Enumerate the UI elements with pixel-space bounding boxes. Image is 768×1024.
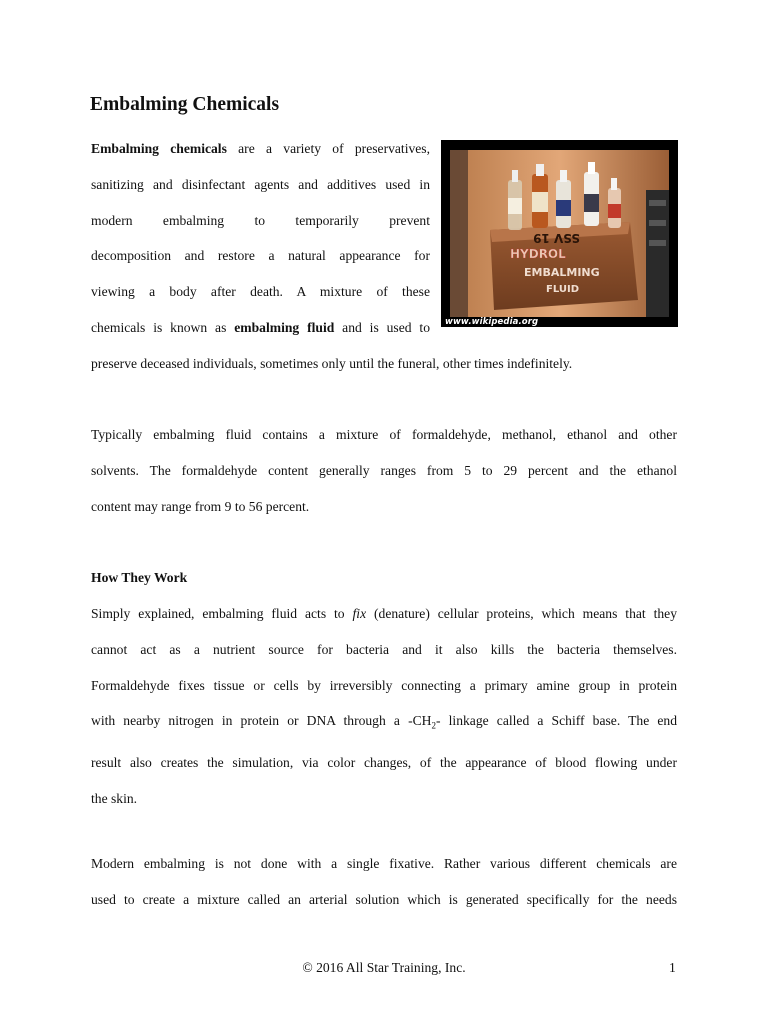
- how-line-1: [91, 596, 677, 632]
- how-line-2: cannot act as a nutrient source for bacteria and it also kills the bacteria themselves.: [91, 641, 677, 657]
- intro-line-1: [91, 131, 430, 167]
- bottles-on-crate-illustration: [450, 150, 669, 317]
- intro-paragraph: [91, 131, 430, 346]
- page-title: Embalming Chemicals: [90, 94, 280, 115]
- how-line-4: [91, 703, 677, 745]
- intro-line-6: [91, 310, 430, 346]
- how-they-work-paragraph: [91, 596, 677, 817]
- intro-line-3: modern embalming to temporarily prevent: [91, 212, 430, 228]
- page-number: 1: [669, 960, 676, 975]
- term-fix: fix: [352, 606, 367, 621]
- term-embalming-fluid: embalming fluid: [234, 319, 335, 335]
- intro-line-2: sanitizing and disinfectant agents and additives used in: [91, 176, 430, 192]
- how-line-3: Formaldehyde fixes tissue or cells by irreversibly connecting a primary amine group in protein: [91, 677, 677, 693]
- image-watermark: www.wikipedia.org: [445, 317, 539, 327]
- modern-line-2: used to create a mixture called an arterial solution which is generated specifically for the needs: [91, 891, 677, 907]
- intro-line-5: viewing a body after death. A mixture of these: [91, 284, 430, 300]
- intro-line-4: decomposition and restore a natural appearance for: [91, 248, 430, 264]
- composition-line-1: Typically embalming fluid contains a mixture of formaldehyde, methanol, ethanol and other: [91, 427, 677, 442]
- intro-line-6-post: and is used to: [334, 319, 430, 335]
- composition-line-2: solvents. The formaldehyde content generally ranges from 5 to 29 percent and the ethanol: [91, 462, 677, 478]
- intro-paragraph-tail: preserve deceased individuals, sometimes only until the funeral, other times indefinitely.: [91, 356, 573, 371]
- how-line-1-pre: Simply explained, embalming fluid acts to: [91, 606, 353, 621]
- composition-line-3: content may range from 9 to 56 percent.: [91, 498, 310, 514]
- how-line-1-post: (denature) cellular proteins, which means that they: [366, 606, 677, 621]
- copyright-notice: © 2016 All Star Training, Inc.: [302, 960, 466, 975]
- how-line-4-pre: with nearby nitrogen in protein or DNA through a -CH: [91, 713, 432, 729]
- modern-line-1: Modern embalming is not done with a single fixative. Rather various different chemicals are: [91, 856, 677, 871]
- subscript-2: 2: [431, 721, 436, 732]
- embalming-fluid-photo: [441, 140, 678, 327]
- intro-line-6-pre: chemicals is known as: [91, 319, 235, 335]
- how-line-4-post: - linkage called a Schiff base. The end: [436, 713, 678, 729]
- crate-word-embalming: EMBALMING: [524, 266, 600, 279]
- how-line-6: the skin.: [91, 790, 138, 806]
- crate-brand: HYDROL: [510, 247, 566, 261]
- crate-stamp: SSV 19: [533, 231, 580, 245]
- how-line-5: result also creates the simulation, via color changes, of the appearance of blood flowing under: [91, 754, 677, 770]
- term-embalming-chemicals: Embalming chemicals: [91, 141, 227, 156]
- intro-line-1-text: are a variety of preservatives,: [226, 141, 430, 156]
- composition-paragraph: [91, 417, 677, 524]
- section-heading: How They Work: [91, 570, 188, 585]
- modern-embalming-paragraph: [91, 846, 677, 918]
- crate-word-fluid: FLUID: [546, 284, 579, 295]
